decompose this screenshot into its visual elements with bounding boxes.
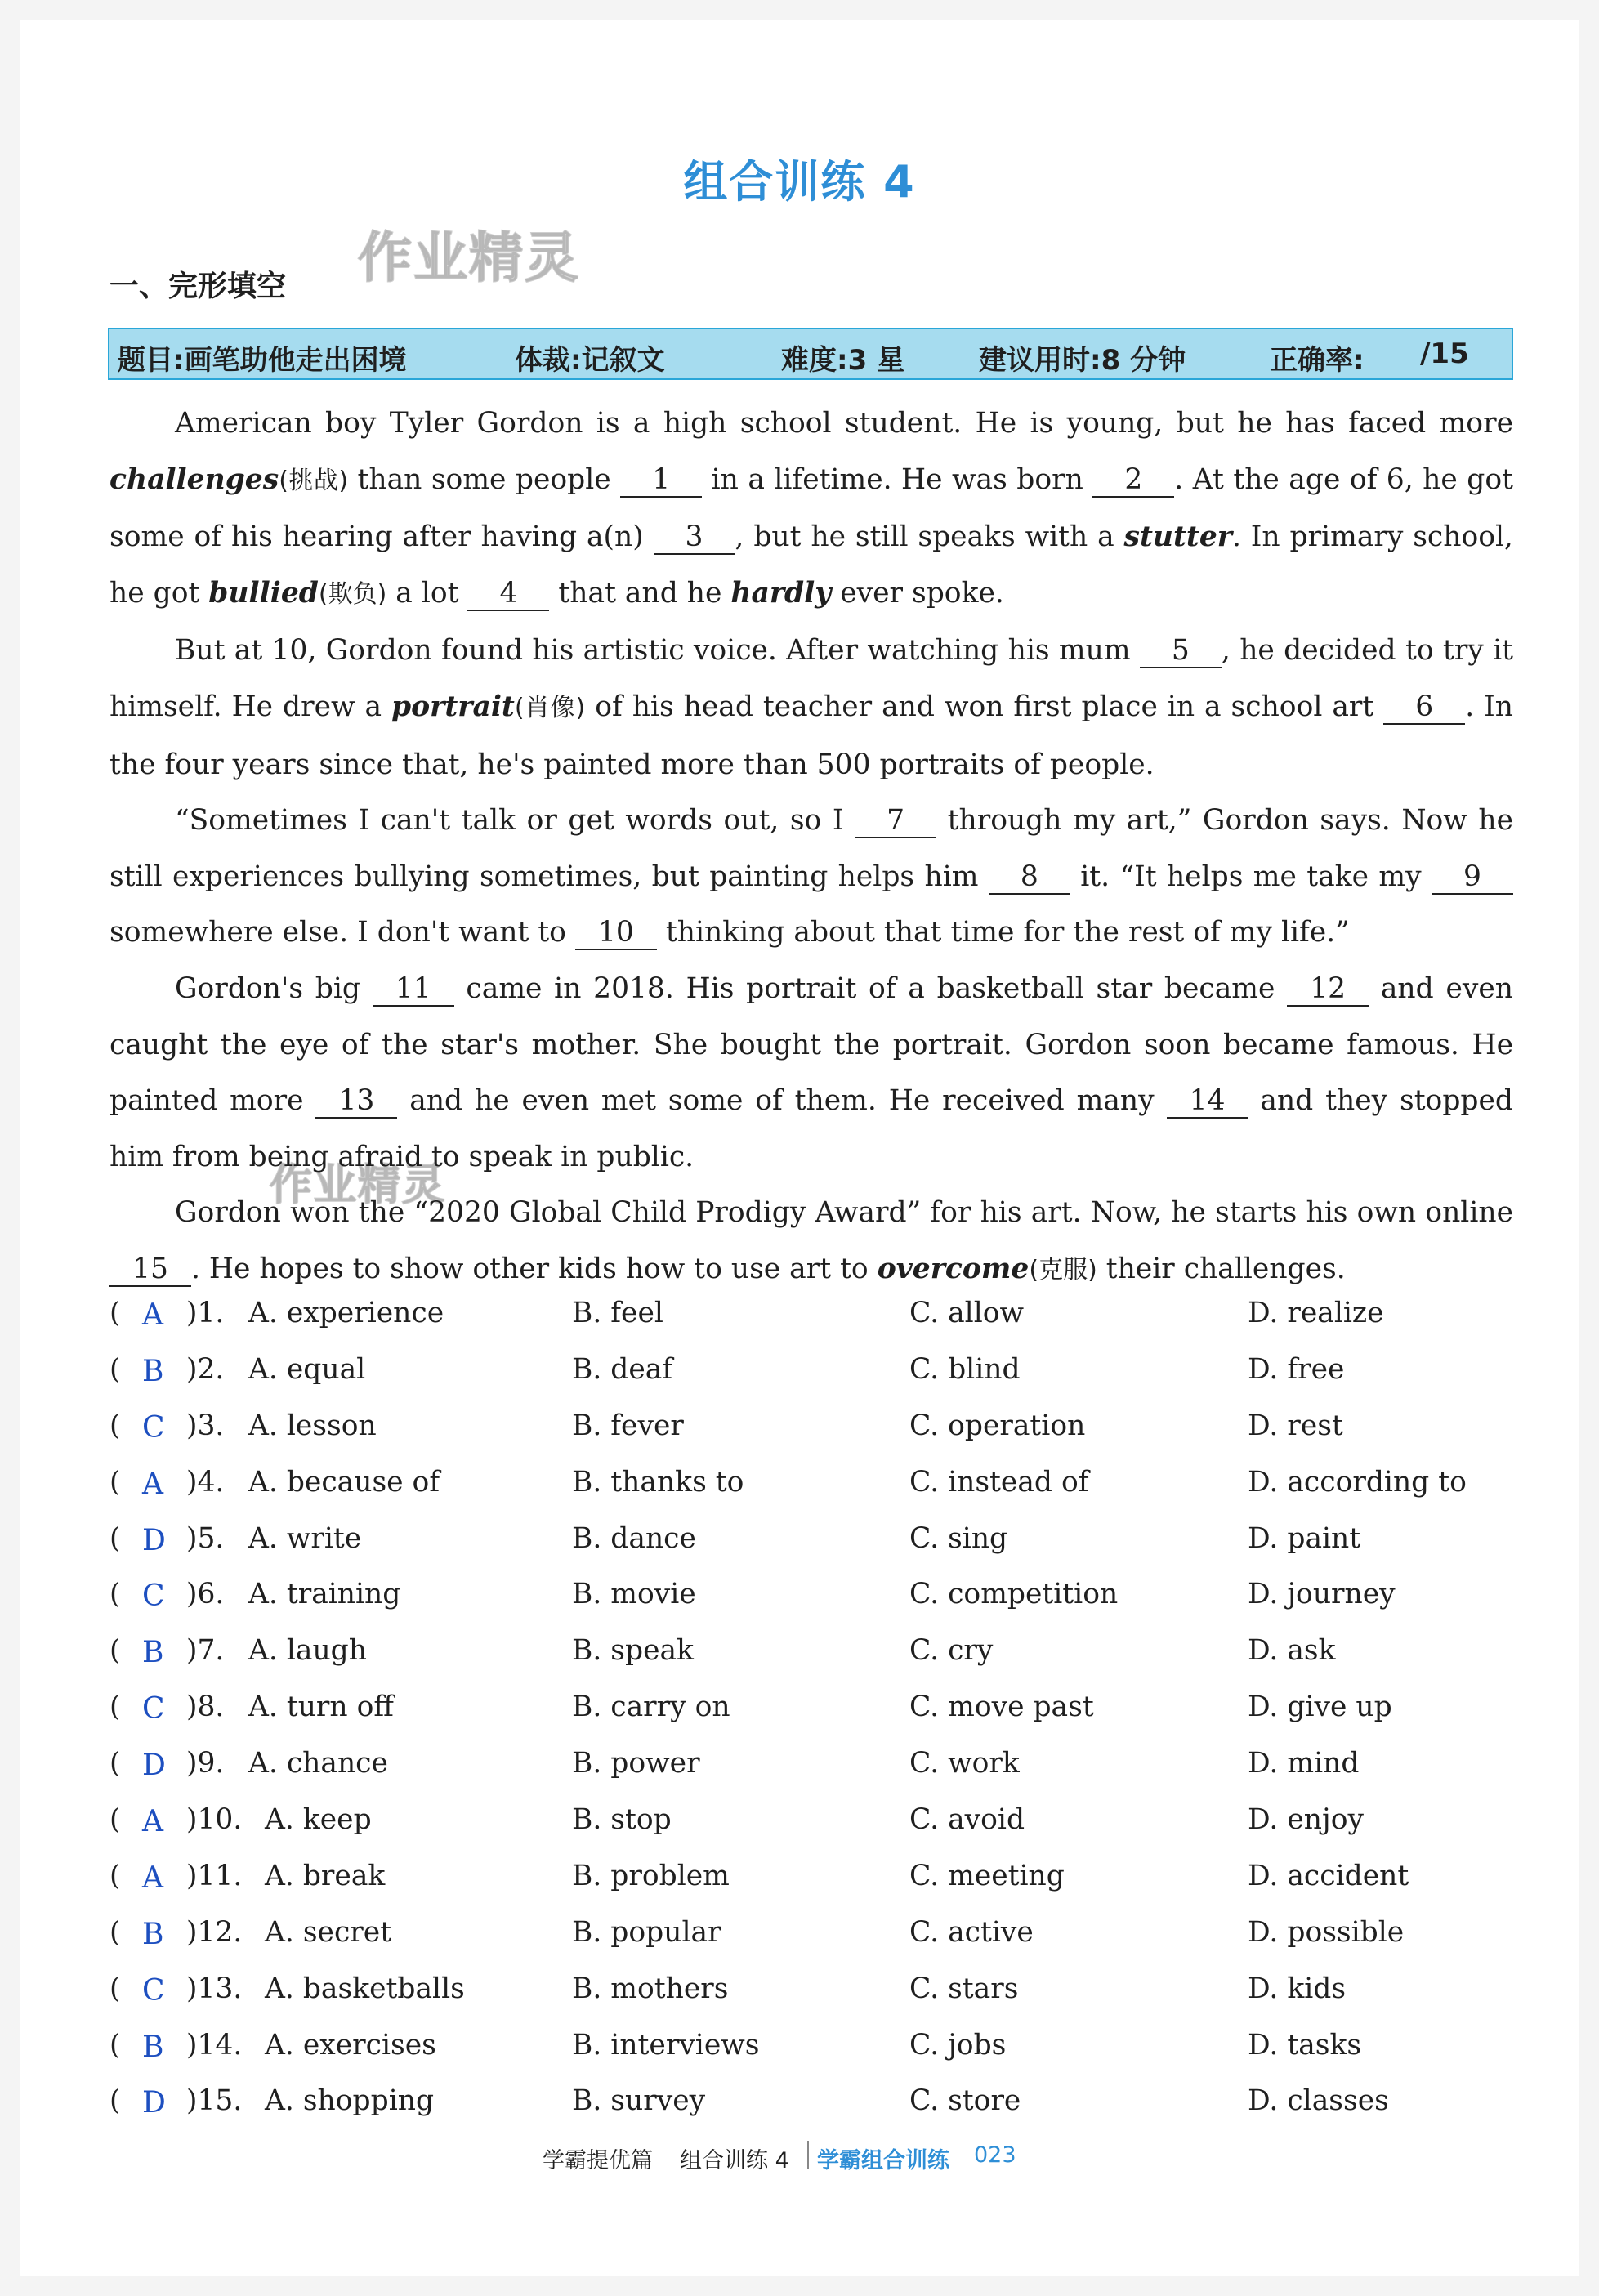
question-number: )4. xyxy=(186,1465,225,1499)
option-b[interactable]: B. stop xyxy=(572,1803,672,1837)
option-b[interactable]: B. movie xyxy=(572,1578,696,1611)
text: than some people xyxy=(348,462,621,496)
option-a[interactable]: A. training xyxy=(248,1578,401,1611)
answer-mark: B xyxy=(142,1917,164,1951)
option-d[interactable]: D. accident xyxy=(1248,1859,1409,1892)
gloss: (挑战) xyxy=(279,466,349,495)
option-b[interactable]: B. mothers xyxy=(572,1972,729,2005)
option-c[interactable]: C. meeting xyxy=(909,1859,1065,1892)
open-paren: ( xyxy=(109,1297,121,1329)
option-c[interactable]: C. work xyxy=(909,1747,1020,1780)
open-paren: ( xyxy=(109,1972,121,2005)
option-d[interactable]: D. tasks xyxy=(1248,2028,1362,2061)
text: and they stopped him from being afraid to speak in public. xyxy=(109,1084,1513,1173)
text: thinking about that time for the rest of my life.” xyxy=(656,916,1350,949)
question-number: )5. xyxy=(186,1521,225,1555)
keyword: hardly xyxy=(730,576,832,610)
blank-9[interactable]: 9 xyxy=(1432,860,1513,895)
option-b[interactable]: B. dance xyxy=(572,1521,696,1555)
text: , he decided to try it himself. He drew a xyxy=(109,634,1514,723)
answer-mark: C xyxy=(142,1579,165,1614)
question-list xyxy=(109,1290,1515,2134)
option-b[interactable]: B. power xyxy=(572,1747,700,1780)
question-number: )12. xyxy=(186,1915,243,1949)
option-c[interactable]: C. active xyxy=(909,1915,1034,1949)
question-row xyxy=(109,1516,1515,1572)
question-number: )8. xyxy=(186,1691,225,1724)
option-b[interactable]: B. interviews xyxy=(572,2028,760,2061)
option-c[interactable]: C. cry xyxy=(909,1634,994,1668)
blank-13[interactable]: 13 xyxy=(315,1084,397,1119)
answer-mark: A xyxy=(142,1860,163,1895)
question-number: )3. xyxy=(186,1409,225,1442)
option-d[interactable]: D. paint xyxy=(1248,1521,1361,1555)
option-c[interactable]: C. sing xyxy=(909,1521,1008,1555)
option-a[interactable]: A. secret xyxy=(265,1915,392,1949)
blank-8[interactable]: 8 xyxy=(989,860,1070,895)
watermark-middle: 作业精灵 xyxy=(270,1161,447,1210)
question-row xyxy=(109,1740,1515,1797)
keyword: overcome xyxy=(877,1252,1030,1285)
answer-mark: D xyxy=(142,1523,166,1557)
option-d[interactable]: D. enjoy xyxy=(1248,1803,1364,1837)
open-paren: ( xyxy=(109,1747,121,1780)
page-title: 组合训练 4 xyxy=(683,156,916,208)
option-b[interactable]: B. feel xyxy=(572,1297,663,1329)
info-difficulty: 难度:3 星 xyxy=(781,344,905,377)
option-b[interactable]: B. popular xyxy=(572,1915,721,1949)
answer-mark: C xyxy=(142,1692,165,1726)
option-b[interactable]: B. survey xyxy=(572,2084,706,2118)
answer-mark: B xyxy=(142,1354,164,1388)
keyword: bullied xyxy=(208,576,319,610)
footer-exercise: 组合训练 4 xyxy=(680,2148,789,2173)
question-number: )13. xyxy=(186,1972,243,2005)
info-accuracy: 正确率: xyxy=(1270,344,1365,377)
blank-10[interactable]: 10 xyxy=(575,916,657,950)
paragraph-1 xyxy=(109,395,1513,623)
footer-page-number: 023 xyxy=(974,2142,1016,2168)
question-row xyxy=(109,1628,1515,1684)
blank-15[interactable]: 15 xyxy=(109,1253,191,1287)
info-total: /15 xyxy=(1420,337,1469,370)
blank-4[interactable]: 4 xyxy=(467,577,549,611)
info-genre: 体裁:记叙文 xyxy=(515,344,665,377)
option-c[interactable]: C. stars xyxy=(909,1972,1019,2005)
answer-mark: A xyxy=(142,1467,163,1501)
option-b[interactable]: B. thanks to xyxy=(572,1465,744,1499)
footer-section: 学霸提优篇 xyxy=(543,2148,653,2173)
answer-mark: C xyxy=(142,1410,165,1445)
open-paren: ( xyxy=(109,1859,121,1892)
text: their challenges. xyxy=(1097,1252,1346,1285)
text: . At the age of 6, he got some of his hearing after having a(n) xyxy=(109,462,1513,554)
question-row xyxy=(109,1403,1515,1459)
text: . In the four years since that, he's painted more than 500 portraits of people. xyxy=(109,690,1513,781)
blank-11[interactable]: 11 xyxy=(373,972,454,1007)
option-d[interactable]: D. give up xyxy=(1248,1691,1392,1724)
question-row xyxy=(109,1684,1515,1740)
option-a[interactable]: A. laugh xyxy=(248,1634,367,1668)
option-b[interactable]: B. deaf xyxy=(572,1352,673,1386)
blank-14[interactable]: 14 xyxy=(1167,1084,1248,1119)
answer-mark: B xyxy=(142,1636,164,1670)
option-a[interactable]: A. equal xyxy=(248,1352,366,1386)
paragraph-3 xyxy=(109,793,1513,961)
option-d[interactable]: D. free xyxy=(1248,1352,1345,1386)
text: somewhere else. I don't want to xyxy=(109,916,575,949)
text: and even caught the eye of the star's mother. She bought the portrait. Gordon soon became famous. He painted more xyxy=(109,972,1513,1118)
blank-2[interactable]: 2 xyxy=(1092,463,1174,498)
option-d[interactable]: D. realize xyxy=(1248,1297,1384,1329)
text: “Sometimes I can't talk or get words out, so I xyxy=(175,804,855,838)
gloss: (欺负) xyxy=(318,579,387,609)
open-paren: ( xyxy=(109,1915,121,1949)
question-row xyxy=(109,1910,1515,1966)
blank-6[interactable]: 6 xyxy=(1383,690,1465,725)
open-paren: ( xyxy=(109,1521,121,1555)
paragraph-2 xyxy=(109,623,1513,793)
text: through my art,” Gordon says. Now he still experiences bullying sometimes, but painting helps him xyxy=(109,804,1514,893)
option-d[interactable]: D. journey xyxy=(1248,1578,1396,1611)
option-b[interactable]: B. fever xyxy=(572,1409,684,1442)
question-row xyxy=(109,1347,1515,1403)
question-number: )1. xyxy=(186,1297,225,1329)
text: and he even met some of them. He received many xyxy=(397,1084,1167,1118)
open-paren: ( xyxy=(109,2028,121,2061)
paragraph-4 xyxy=(109,961,1513,1185)
open-paren: ( xyxy=(109,1465,121,1499)
question-number: )15. xyxy=(186,2084,243,2118)
option-c[interactable]: C. operation xyxy=(909,1409,1086,1442)
question-row xyxy=(109,2078,1515,2134)
blank-7[interactable]: 7 xyxy=(855,804,936,838)
question-number: )7. xyxy=(186,1634,225,1668)
option-d[interactable]: D. rest xyxy=(1248,1409,1343,1442)
answer-mark: D xyxy=(142,1749,166,1783)
section-heading: 一、完形填空 xyxy=(109,270,287,303)
text: of his head teacher and won first place in a school art xyxy=(585,690,1384,723)
text: . In primary school, he got xyxy=(109,520,1514,610)
option-a[interactable]: A. write xyxy=(248,1521,362,1555)
question-row xyxy=(109,1571,1515,1628)
blank-1[interactable]: 1 xyxy=(620,463,702,498)
text: Gordon won the “2020 Global Child Prodigy Award” for his art. Now, he starts his own online xyxy=(175,1196,1513,1230)
open-paren: ( xyxy=(109,1578,121,1611)
question-number: )10. xyxy=(186,1803,243,1837)
option-c[interactable]: C. jobs xyxy=(909,2028,1007,2061)
open-paren: ( xyxy=(109,2084,121,2118)
text: a lot xyxy=(386,576,468,610)
option-c[interactable]: C. competition xyxy=(909,1578,1119,1611)
keyword: challenges xyxy=(109,462,279,496)
question-number: )14. xyxy=(186,2028,243,2061)
question-row xyxy=(109,1290,1515,1347)
footer-brand: 学霸组合训练 xyxy=(817,2148,949,2173)
gloss: (克服) xyxy=(1029,1255,1097,1284)
option-d[interactable]: D. classes xyxy=(1248,2084,1389,2118)
info-time: 建议用时:8 分钟 xyxy=(979,344,1186,377)
option-c[interactable]: C. move past xyxy=(909,1691,1094,1724)
open-paren: ( xyxy=(109,1634,121,1668)
text: Gordon's big xyxy=(175,972,373,1005)
gloss: (肖像) xyxy=(514,693,586,722)
option-a[interactable]: A. basketballs xyxy=(265,1972,465,2005)
option-a[interactable]: A. exercises xyxy=(265,2028,436,2061)
text: But at 10, Gordon found his artistic voice. After watching his mum xyxy=(175,634,1140,668)
option-a[interactable]: A. shopping xyxy=(265,2084,435,2118)
option-c[interactable]: C. instead of xyxy=(909,1465,1089,1499)
option-d[interactable]: D. according to xyxy=(1248,1465,1467,1499)
option-b[interactable]: B. problem xyxy=(572,1859,730,1892)
option-d[interactable]: D. mind xyxy=(1248,1747,1360,1780)
option-a[interactable]: A. because of xyxy=(248,1465,440,1499)
blank-12[interactable]: 12 xyxy=(1287,972,1369,1007)
info-topic: 题目:画笔助他走出困境 xyxy=(118,344,407,377)
open-paren: ( xyxy=(109,1803,121,1837)
open-paren: ( xyxy=(109,1352,121,1386)
blank-5[interactable]: 5 xyxy=(1140,634,1222,668)
question-row xyxy=(109,1797,1515,1853)
answer-mark: D xyxy=(142,2086,166,2120)
footer-divider xyxy=(807,2141,809,2169)
option-a[interactable]: A. experience xyxy=(248,1297,444,1329)
text: that and he xyxy=(549,576,731,610)
question-row xyxy=(109,1853,1515,1910)
question-number: )9. xyxy=(186,1747,225,1780)
answer-mark: C xyxy=(142,1973,165,2008)
blank-3[interactable]: 3 xyxy=(654,520,735,555)
text: ever spoke. xyxy=(831,576,1004,610)
text: it. “It helps me take my xyxy=(1070,860,1432,893)
text: American boy Tyler Gordon is a high school student. He is young, but he has faced more xyxy=(175,407,1513,440)
question-row xyxy=(109,1966,1515,2022)
option-c[interactable]: C. blind xyxy=(909,1352,1021,1386)
option-c[interactable]: C. store xyxy=(909,2084,1021,2118)
option-c[interactable]: C. allow xyxy=(909,1297,1025,1329)
question-number: )2. xyxy=(186,1352,225,1386)
keyword: stutter xyxy=(1123,520,1232,554)
option-c[interactable]: C. avoid xyxy=(909,1803,1025,1837)
option-d[interactable]: D. kids xyxy=(1248,1972,1347,2005)
option-d[interactable]: D. ask xyxy=(1248,1634,1336,1668)
watermark-top: 作业精灵 xyxy=(358,226,580,289)
text: came in 2018. His portrait of a basketball star became xyxy=(453,972,1288,1005)
text: . He hopes to show other kids how to use art to xyxy=(191,1252,878,1285)
question-row xyxy=(109,1459,1515,1516)
text: in a lifetime. He was born xyxy=(702,462,1093,496)
option-a[interactable]: A. break xyxy=(265,1859,386,1892)
open-paren: ( xyxy=(109,1691,121,1724)
open-paren: ( xyxy=(109,1409,121,1442)
question-number: )11. xyxy=(186,1859,243,1892)
question-row xyxy=(109,2022,1515,2079)
paragraph-5 xyxy=(109,1185,1513,1298)
keyword: portrait xyxy=(391,690,515,723)
option-d[interactable]: D. possible xyxy=(1248,1915,1405,1949)
option-b[interactable]: B. speak xyxy=(572,1634,694,1668)
question-number: )6. xyxy=(186,1578,225,1611)
option-a[interactable]: A. lesson xyxy=(248,1409,377,1442)
info-bar xyxy=(108,328,1513,380)
option-b[interactable]: B. carry on xyxy=(572,1691,730,1724)
text: , but he still speaks with a xyxy=(735,520,1124,554)
answer-mark: B xyxy=(142,2030,164,2064)
option-a[interactable]: A. chance xyxy=(248,1747,388,1780)
answer-mark: A xyxy=(142,1805,163,1839)
cloze-passage xyxy=(109,395,1513,1299)
option-a[interactable]: A. turn off xyxy=(248,1691,394,1724)
option-a[interactable]: A. keep xyxy=(265,1803,372,1837)
answer-mark: A xyxy=(142,1298,163,1332)
